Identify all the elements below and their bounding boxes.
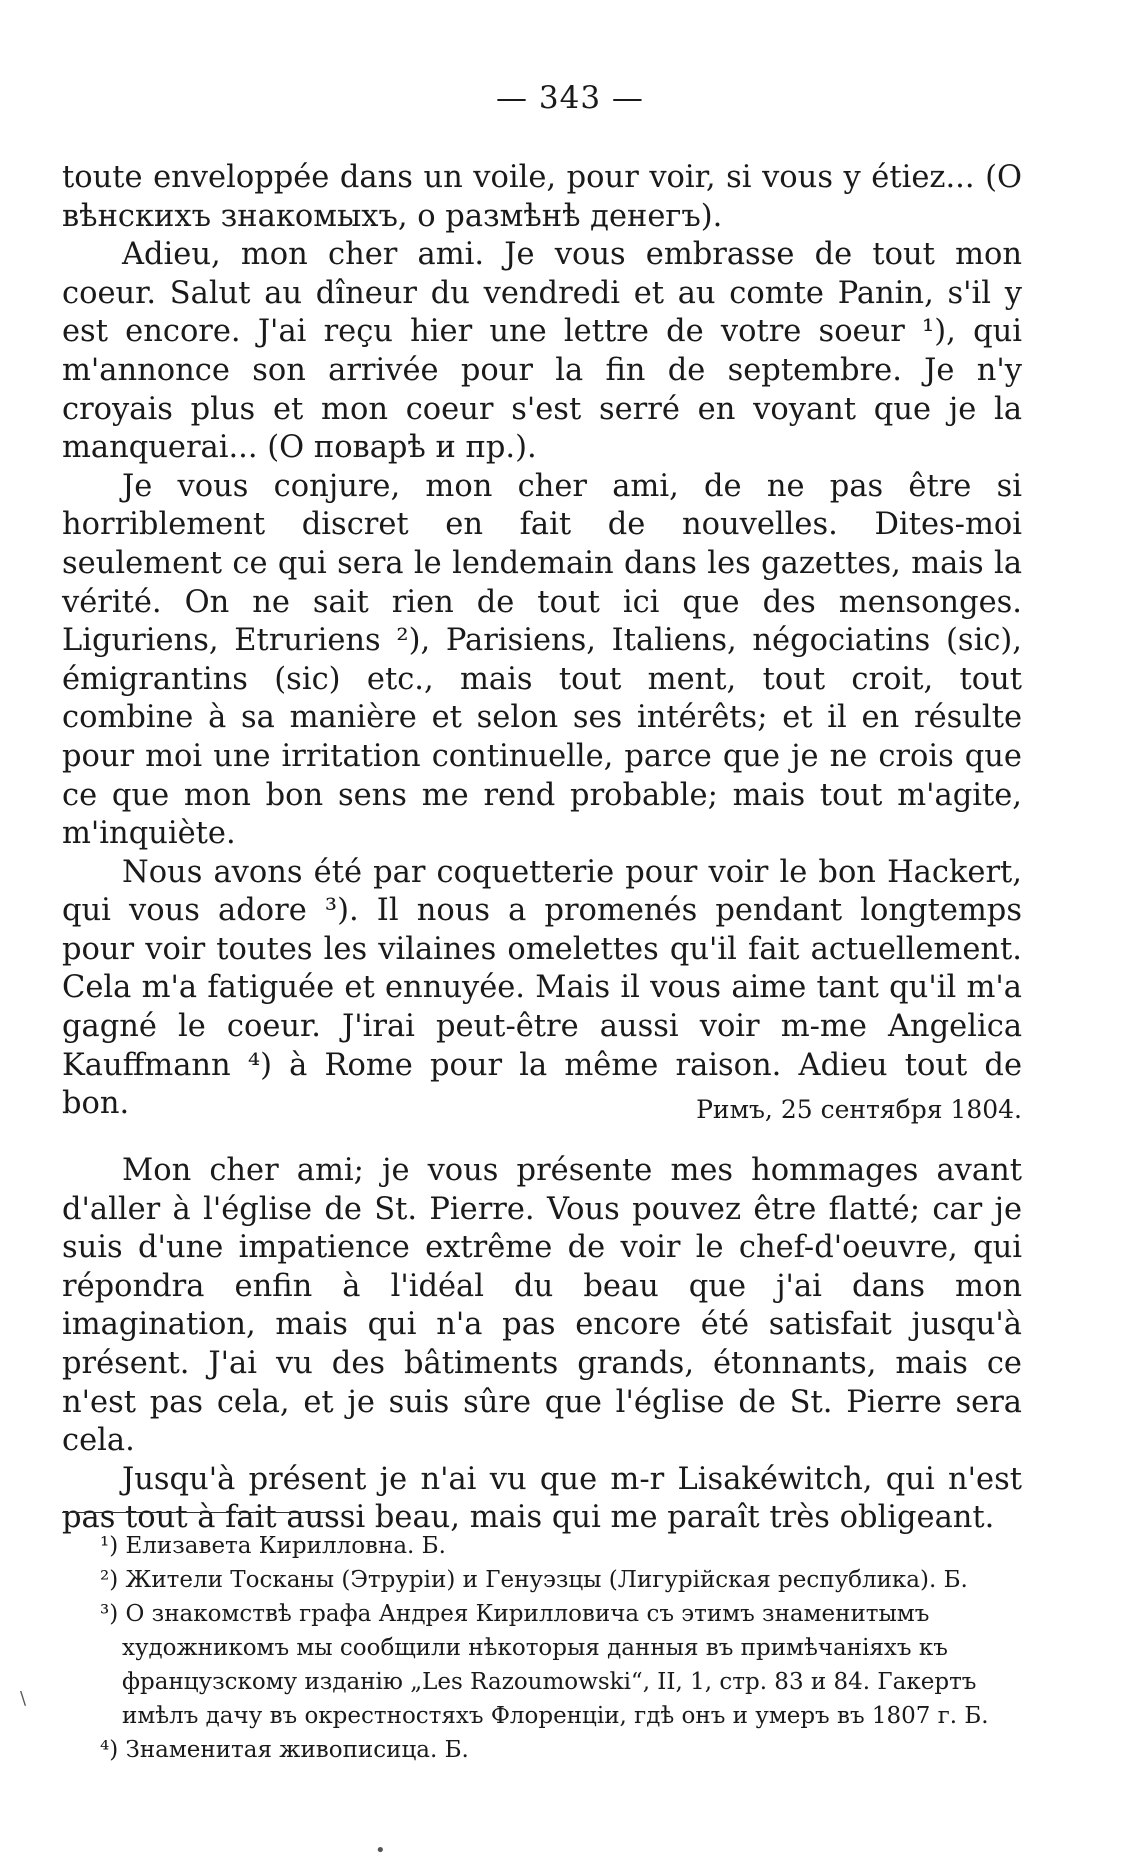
footnote: ²) Жители Тосканы (Этрурiи) и Генуэзцы (Лигурiйская республика). Б.	[100, 1567, 968, 1593]
paragraph: Nous avons été par coquetterie pour voir le bon Hackert, qui vous adore ³). Il nous a promenés pendant longtemps pour voir toutes les vilaines omelettes qu'il fait actuellement. Cela m'a fatiguée et ennuyée. Mais il vous aime tant qu'il m'a gagné le coeur. J'irai peut-être aussi voir m-me Angelica Kauffmann ⁴) à Rome pour la même raison. Adieu tout de bon.	[62, 854, 1022, 1122]
paragraph: Mon cher ami; je vous présente mes hommages avant d'aller à l'église de St. Pierre. Vous pouvez être flatté; car je suis d'une impatience extrême de voir le chef-d'oeuvre, qui répondra enfin à l'idéal du beau que j'ai dans mon imagination, mais qui n'a pas encore été satisfait jusqu'à présent. J'ai vu des bâtiments grands, étonnants, mais ce n'est pas cela, et je suis sûre que l'église de St. Pierre sera cela.	[62, 1153, 1022, 1459]
paragraph: toute enveloppée dans un voile, pour voir, si vous y étiez... (О вѣнскихъ знакомыхъ, о размѣнѣ денегъ).	[62, 160, 1022, 234]
paragraph: Je vous conjure, mon cher ami, de ne pas être si horriblement discret en fait de nouvelles. Dites-moi seulement ce qui sera le lendemain dans les gazettes, mais la vérité. On ne sait rien de tout ici que des mensonges. Liguriens, Etruriens ²), Parisiens, Italiens, négociatins (sic), émigrantins (sic) etc., mais tout ment, tout croit, tout combine à sa manière et selon ses intérêts; et il en résulte pour moi une irritation continuelle, parce que je ne crois que ce que mon bon sens me rend probable; mais tout m'agite, m'inquiète.	[62, 468, 1022, 852]
letter-body-1	[62, 159, 1022, 1124]
paragraph: Jusqu'à présent je n'ai vu que m-r Lisakéwitch, qui n'est pas tout à fait aussi beau, mais qui me paraît très obligeant.	[62, 1461, 1022, 1536]
letter-body-2	[62, 1152, 1022, 1538]
letter-dateline: Римъ, 25 сентября 1804.	[696, 1095, 1022, 1124]
footnote: ¹) Елизавета Кирилловна. Б.	[100, 1533, 446, 1559]
margin-mark: \	[20, 1688, 27, 1709]
footnotes	[62, 1529, 1022, 1767]
footnote: ⁴) Знаменитая живописица. Б.	[100, 1737, 469, 1763]
footnote: ³) О знакомствѣ графа Андрея Кирилловича съ этимъ знаменитымъ художникомъ мы сообщили нѣкоторыя данныя въ примѣчанiяхъ къ французскому изданiю „Les Razoumowski“, II, 1, стр. 83 и 84. Гакертъ имѣлъ дачу въ окрестностяхъ Флоренцiи, гдѣ онъ и умеръ въ 1807 г. Б.	[100, 1601, 989, 1729]
footnote-divider	[62, 1512, 327, 1513]
margin-dot: •	[375, 1840, 386, 1861]
paragraph: Adieu, mon cher ami. Je vous embrasse de tout mon coeur. Salut au dîneur du vendredi et au comte Panin, s'il y est encore. J'ai reçu hier une lettre de votre soeur ¹), qui m'annonce son arrivée pour la fin de septembre. Je n'y croyais plus et mon coeur s'est serré en voyant que je la manquerai... (О поварѣ и пр.).	[62, 237, 1022, 466]
page-number: — 343 —	[496, 80, 644, 116]
